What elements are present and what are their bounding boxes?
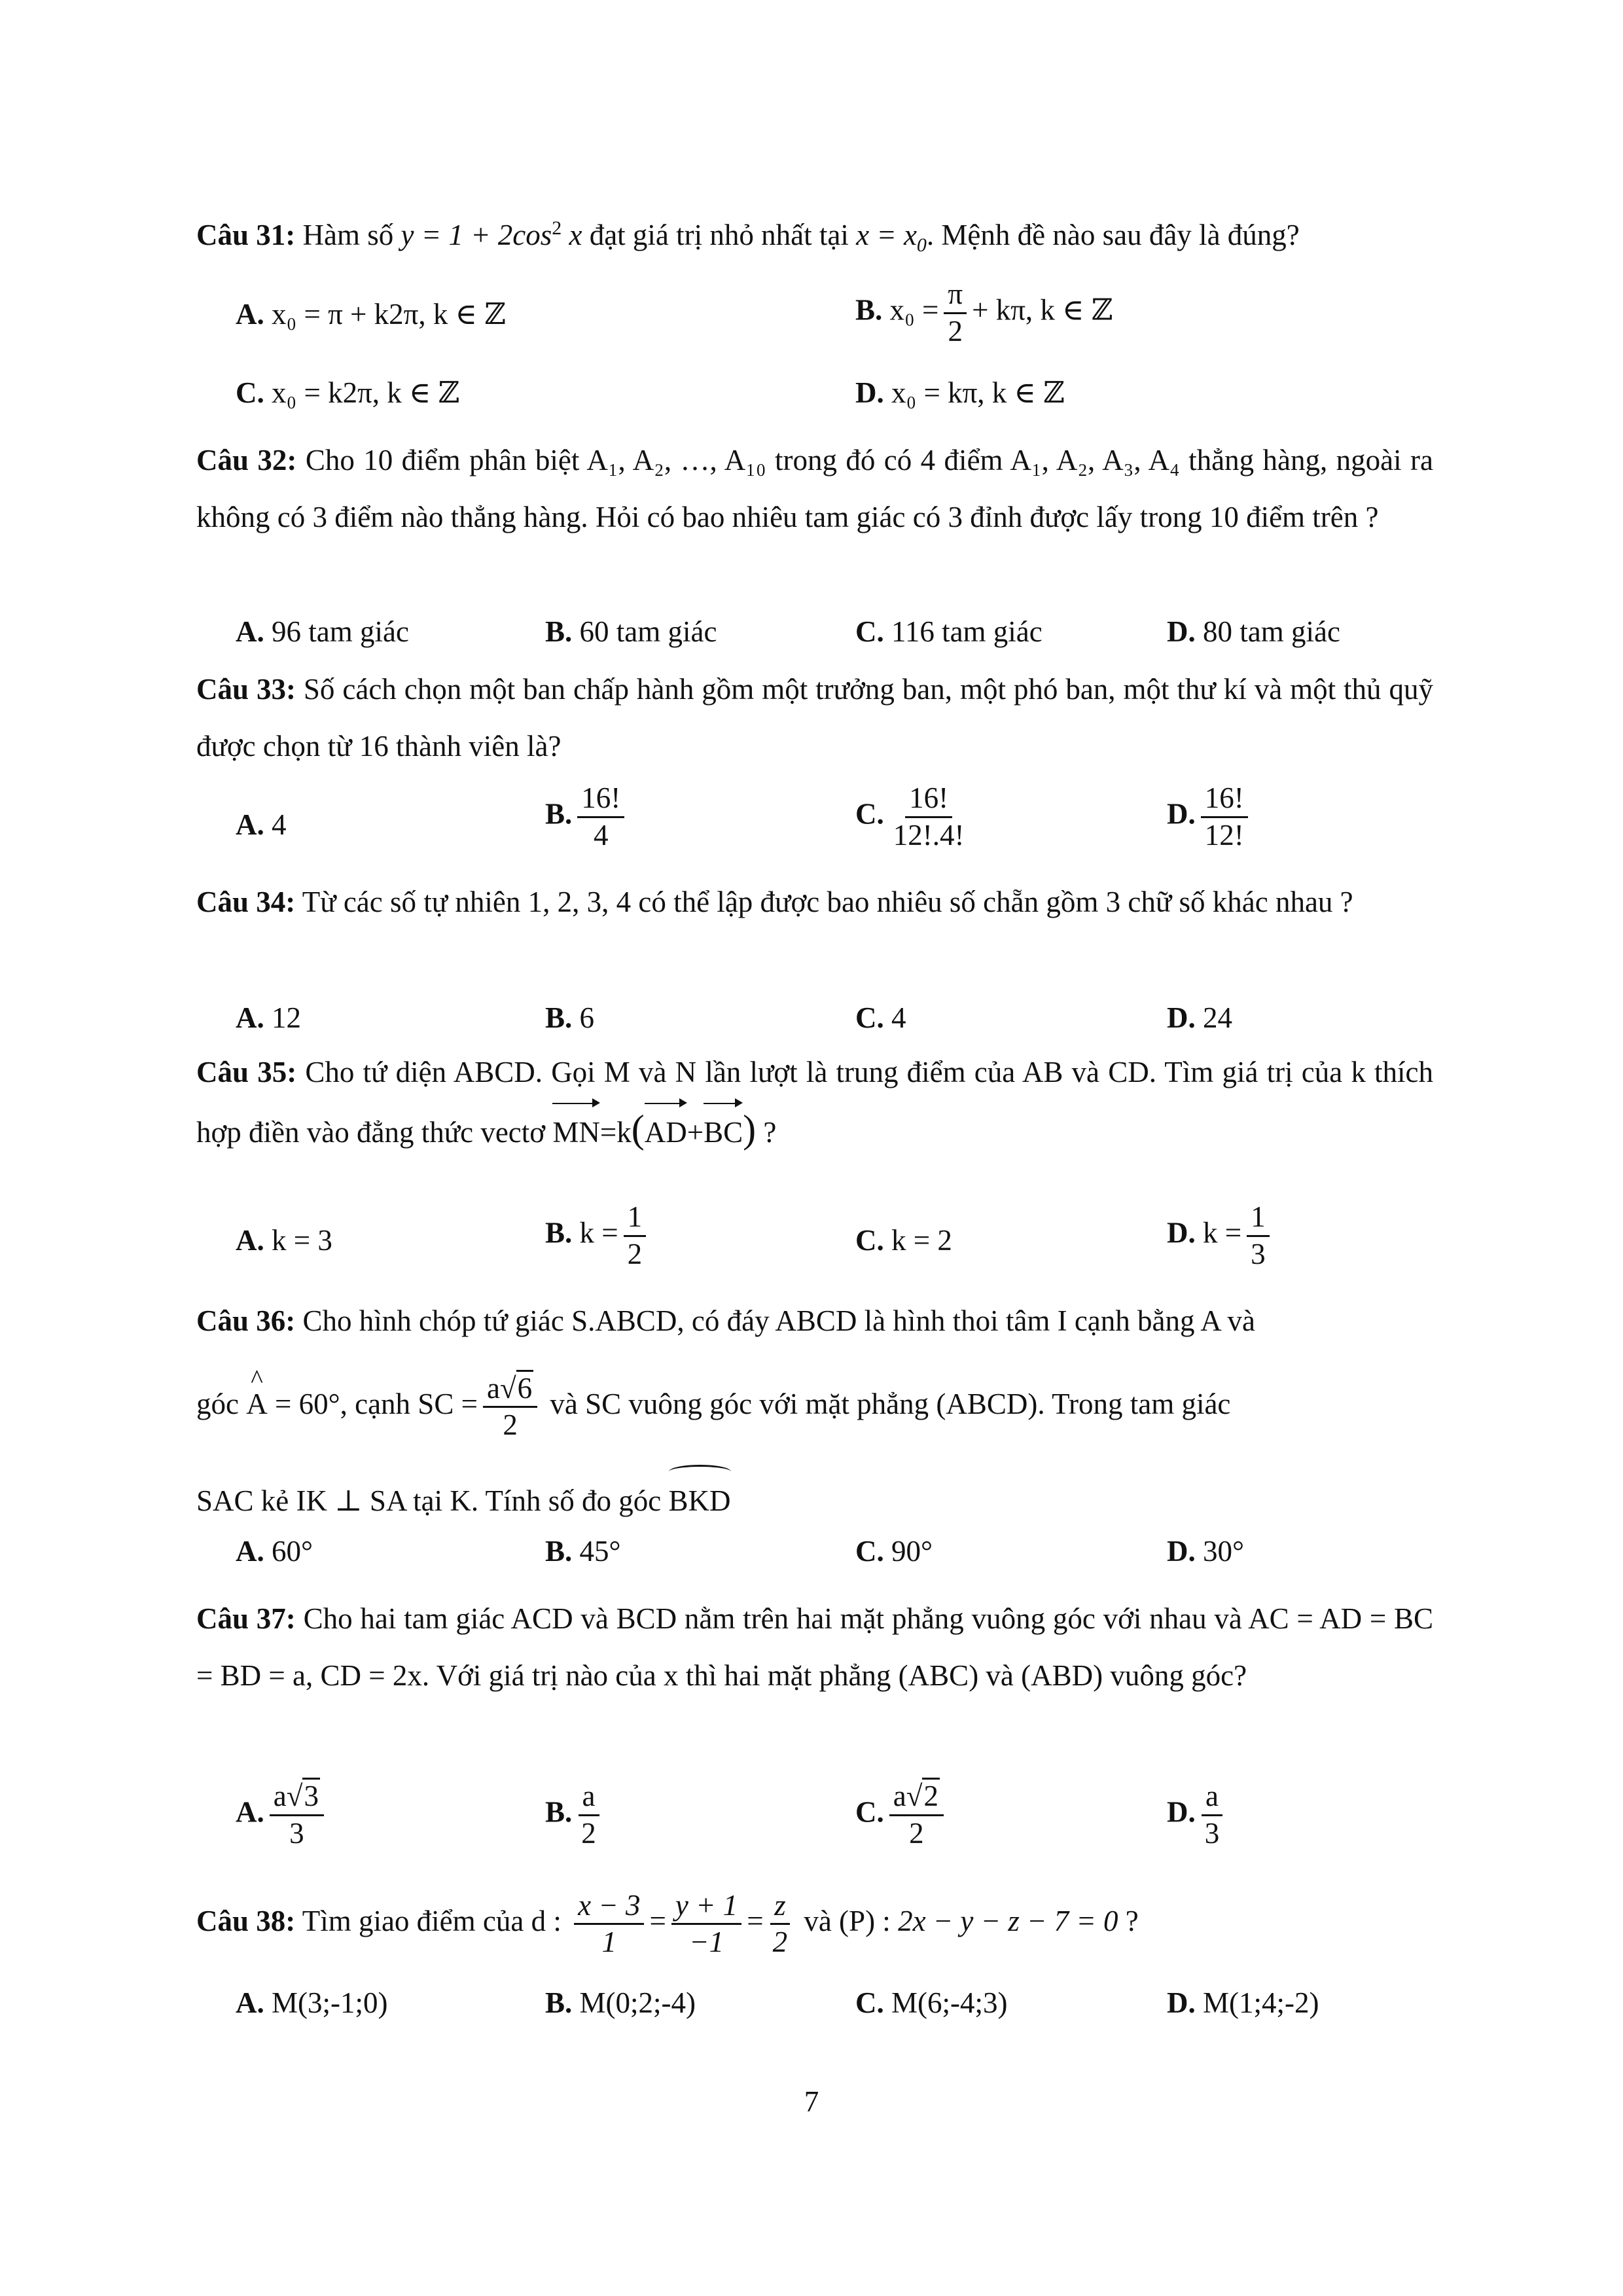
right-paren: ) [743,1107,757,1151]
option-label: C. [855,1535,884,1568]
sqrt-icon: √6 [500,1372,533,1405]
option-label: C. [236,376,264,409]
numerator [270,1780,324,1816]
option-text: 4 [272,808,287,841]
option-text: k = 2 [891,1224,952,1257]
option-b[interactable] [545,1532,621,1571]
option-c[interactable] [855,1221,952,1260]
radicand: 3 [302,1778,320,1812]
denominator: 4 [594,818,609,852]
vector-ad: AD [645,1104,687,1161]
option-c[interactable] [236,373,459,412]
option-label: D. [1167,1986,1196,2019]
fraction [577,782,624,852]
denominator: 12! [1204,818,1244,852]
option-label: B. [545,797,573,831]
option-text: x₀ = π + k2π, k ∈ ℤ [272,298,507,331]
sqrt-icon: √2 [906,1780,940,1813]
numerator [889,1780,944,1816]
options-row [0,781,1623,852]
numerator: π [944,278,967,314]
formula: y = 1 + 2cos [401,219,552,251]
option-c[interactable] [855,1780,949,1850]
question-36 [196,1293,1433,1350]
option-label: C. [855,797,884,831]
options-row [0,1200,1623,1270]
option-b[interactable] [545,612,717,651]
option-b[interactable] [545,1201,651,1270]
numerator: x − 3 [574,1890,644,1926]
question-text: Số cách chọn một ban chấp hành gồm một trưởng ban, một phó ban, một thư kí và một thủ quỹ được chọn từ 16 thành viên là? [196,673,1433,762]
option-d[interactable] [855,373,1065,412]
question-label: Câu 31: [196,219,296,251]
option-text: M(3;-1;0) [272,1986,388,2019]
option-text: 60° [272,1535,313,1568]
option-text: M(6;-4;3) [891,1986,1008,2019]
option-text: 60 tam giác [579,615,717,648]
option-label: D. [1167,797,1196,831]
exponent: 2 [552,217,562,239]
numerator [483,1372,537,1408]
question-text: Cho hình chóp tứ giác S.ABCD, có đáy ABCD là hình thoi tâm I cạnh bằng A và [302,1304,1256,1337]
fraction [1201,1780,1224,1850]
angle-value: = 60° [274,1388,340,1420]
option-label: A. [236,1986,264,2019]
option-label: D. [1167,1535,1196,1568]
vector-mn: MN [552,1104,600,1161]
option-label: D. [1167,1001,1196,1034]
condition: x = x [856,219,917,251]
option-label: C. [855,1795,884,1829]
option-label: D. [855,376,884,409]
radicand: 2 [922,1778,940,1812]
denominator: 2 [581,1816,596,1850]
plus-sign: + [687,1116,704,1149]
option-label: D. [1167,615,1196,648]
page-number: 7 [804,2085,819,2118]
question-text: Tìm giao điểm của d : [302,1905,569,1937]
numerator: z [770,1890,790,1926]
option-label: D. [1167,1216,1196,1249]
denominator: 2 [772,1926,788,1959]
numerator: 16! [905,782,952,818]
question-38: Câu 38: Tìm giao điểm của d : $\frac{x - 3}{1}$ = $\frac{y + 1}{-1}$ = $\frac{z}{2}$ và (P) : 2x − y − z − 7 = 0 ? [196,1888,1139,1959]
option-label: C. [855,615,884,648]
fraction [624,1201,647,1270]
question-text: , cạnh SC = [340,1388,478,1420]
question-text: SAC kẻ IK ⊥ SA tại K. Tính số đo góc [196,1484,669,1517]
option-a[interactable] [236,1221,332,1260]
option-text: 6 [579,1001,595,1034]
question-label: Câu 32: [196,444,297,476]
option-text: 96 tam giác [272,615,409,648]
option-text: 45° [579,1535,621,1568]
option-text: 4 [891,1001,906,1034]
equals-k: =k [599,1116,632,1149]
option-d[interactable] [1167,1780,1228,1850]
option-c[interactable] [855,1532,933,1571]
fraction [1247,1201,1270,1270]
denominator: 3 [1251,1237,1266,1270]
option-a[interactable] [236,1532,313,1571]
option-text: x₀ = k2π, k ∈ ℤ [272,376,460,409]
fraction [889,782,969,852]
option-b[interactable] [545,998,594,1037]
angle-bkd: BKD [669,1473,731,1530]
question-text: . Mệnh đề nào sau đây là đúng? [926,219,1300,251]
option-text: x₀ = [889,293,939,327]
option-label: B. [545,1001,573,1034]
radicand: 6 [516,1370,534,1405]
option-a[interactable] [236,998,301,1037]
options-row [0,1983,1623,2042]
question-35 [196,1044,1433,1161]
option-text: 90° [891,1535,933,1568]
question-label: Câu 33: [196,673,296,706]
formula-variable: x [569,219,582,251]
question-label: Câu 38: [196,1905,296,1937]
option-a[interactable] [236,805,287,844]
question-text: ? [756,1116,777,1149]
numerator: a [579,1780,599,1816]
option-text: k = [1203,1216,1242,1249]
denominator: 3 [1204,1816,1220,1850]
question-text: Cho tứ diện ABCD. Gọi M và N lần lượt là trung điểm của AB và CD. Tìm giá trị của k thích hợp điền vào đẳng thức vectơ [196,1056,1434,1149]
question-text: ? [1118,1905,1139,1937]
option-b[interactable] [545,782,630,852]
denominator: 3 [289,1816,304,1850]
fraction [944,278,967,348]
option-d[interactable] [1167,1983,1319,2022]
numerator-a: a [893,1780,906,1812]
options-row [0,278,1623,348]
option-label: C. [855,1224,884,1257]
fraction-sc [483,1372,537,1442]
option-label: A. [236,298,264,331]
option-d[interactable] [1167,612,1340,651]
options-row [0,373,1623,432]
fraction [889,1780,944,1850]
denominator: 2 [948,314,963,348]
question-text: và (P) : [796,1905,899,1937]
question-text: và SC vuông góc với mặt phẳng (ABCD). Trong tam giác [543,1388,1231,1420]
denominator: 12!.4! [893,818,965,852]
denominator: −1 [689,1926,724,1959]
option-d[interactable] [1167,1532,1244,1571]
question-label: Câu 35: [196,1056,297,1088]
denominator: 2 [627,1237,643,1270]
option-label: A. [236,1001,264,1034]
option-text: k = [579,1216,618,1249]
question-34 [196,874,1433,931]
question-label: Câu 34: [196,886,296,918]
option-text: 24 [1203,1001,1232,1034]
option-text: 12 [272,1001,301,1034]
numerator: 16! [577,782,624,818]
question-33 [196,661,1433,775]
question-32 [196,432,1433,546]
option-label: D. [1167,1795,1196,1829]
numerator: 16! [1201,782,1248,818]
numerator: a [1202,1780,1222,1816]
option-a[interactable] [236,1780,329,1850]
numerator: 1 [624,1201,647,1237]
option-b[interactable] [855,278,1113,348]
option-text: 30° [1203,1535,1244,1568]
denominator: 2 [503,1408,518,1442]
question-text: đạt giá trị nhỏ nhất tại [589,219,857,251]
question-text: Từ các số tự nhiên 1, 2, 3, 4 có thể lập được bao nhiêu số chẵn gồm 3 chữ số khác nhau ? [302,886,1353,918]
question-text: Cho 10 điểm phân biệt A₁, A₂, …, A₁₀ trong đó có 4 điểm A₁, A₂, A₃, A₄ thẳng hàng, ngoài ra không có 3 điểm nào thẳng hàng. Hỏi có bao nhiêu tam giác có 3 đỉnh được lấy trong 10 điểm trên ? [196,444,1433,533]
plane-equation: 2x − y − z − 7 = 0 [898,1905,1118,1937]
option-c[interactable] [855,612,1043,651]
option-a[interactable] [236,612,409,651]
option-text: M(1;4;-2) [1203,1986,1319,2019]
left-paren: ( [631,1107,645,1151]
option-b[interactable] [545,1780,605,1850]
option-text: k = 3 [272,1224,332,1257]
fraction-z [769,1890,792,1959]
fraction-x [574,1890,644,1959]
numerator: 1 [1247,1201,1270,1237]
options-row [0,1532,1623,1590]
option-label: B. [545,1795,573,1829]
option-c[interactable] [855,998,906,1037]
option-text: + kπ, k ∈ ℤ [972,293,1113,327]
question-37 [196,1590,1433,1704]
option-d[interactable] [1167,998,1232,1037]
option-label: A. [236,1535,264,1568]
question-text: Cho hai tam giác ACD và BCD nằm trên hai mặt phẳng vuông góc với nhau và AC = AD = BC = BD = a, CD = 2x. Với giá trị nào của x thì hai mặt phẳng (ABC) và (ABD) vuông góc? [196,1602,1434,1692]
option-label: B. [855,293,883,327]
sqrt-icon: √3 [287,1780,320,1813]
option-text: 80 tam giác [1203,615,1340,648]
fraction [270,1780,324,1850]
question-label: Câu 36: [196,1304,296,1337]
option-label: B. [545,1986,573,2019]
fraction [1201,782,1248,852]
option-text: x₀ = kπ, k ∈ ℤ [891,376,1065,409]
option-text: 116 tam giác [891,615,1043,648]
numerator-a: a [486,1371,500,1405]
denominator: 1 [601,1926,617,1959]
question-label: Câu 37: [196,1602,296,1635]
option-label: C. [855,1001,884,1034]
angle-a: ^ A [246,1368,268,1440]
vector-bc: BC [704,1104,743,1161]
option-c[interactable] [855,1983,1007,2022]
option-label: A. [236,1224,264,1257]
option-label: B. [545,615,573,648]
numerator-a: a [273,1780,287,1812]
fraction-y [671,1890,741,1959]
option-label: A. [236,808,264,841]
option-d[interactable] [1167,782,1253,852]
denominator: 2 [909,1816,924,1850]
option-text: M(0;2;-4) [579,1986,696,2019]
option-a[interactable] [236,1983,387,2022]
numerator: y + 1 [671,1890,741,1926]
option-label: A. [236,1795,264,1829]
option-label: B. [545,1535,573,1568]
question-36-line-2 [196,1368,1433,1442]
option-label: C. [855,1986,884,2019]
options-row [0,1780,1623,1850]
subscript: 0 [916,234,927,256]
question-31 [196,200,1433,274]
option-c[interactable] [855,782,973,852]
option-label: B. [545,1216,573,1249]
option-a[interactable] [236,295,506,334]
question-text: góc [196,1388,247,1420]
option-d[interactable] [1167,1201,1275,1270]
option-b[interactable] [545,1983,696,2022]
fraction [577,1780,600,1850]
question-text: Hàm số [302,219,401,251]
option-label: A. [236,615,264,648]
question-36-line-3 [196,1473,1433,1530]
